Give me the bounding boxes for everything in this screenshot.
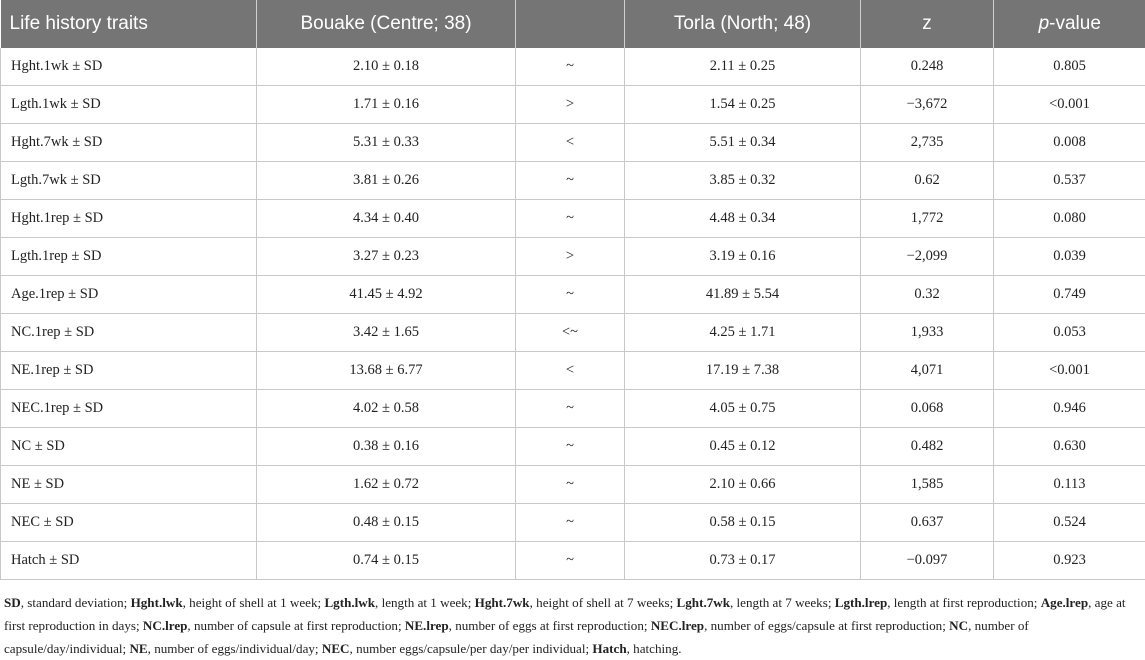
comparison-cell: ~ [516,162,625,200]
torla-cell: 0.45 ± 0.12 [625,428,861,466]
footnote-definition: , length at 7 weeks; [730,595,835,610]
footnote-definition: , standard deviation; [21,595,131,610]
p-value-cell: 0.113 [994,466,1145,504]
bouake-cell: 0.38 ± 0.16 [257,428,516,466]
trait-cell: Lgth.1wk ± SD [1,86,257,124]
footnote-term: NC.lrep [143,618,188,633]
bouake-cell: 13.68 ± 6.77 [257,352,516,390]
footnote-term: Age.lrep [1041,595,1088,610]
p-value-cell: 0.008 [994,124,1145,162]
header-traits: Life history traits [1,0,257,48]
comparison-cell: > [516,86,625,124]
footnote-term: Lgth.lwk [324,595,375,610]
comparison-cell: < [516,352,625,390]
header-torla: Torla (North; 48) [625,0,861,48]
z-cell: 0.32 [861,276,994,314]
footnote-term: Hatch [592,641,626,656]
z-cell: 4,071 [861,352,994,390]
bouake-cell: 2.10 ± 0.18 [257,48,516,86]
table-row [1,504,1145,542]
trait-cell: NEC ± SD [1,504,257,542]
bouake-cell: 1.71 ± 0.16 [257,86,516,124]
footnote-term: Lgth.lrep [835,595,888,610]
p-value-cell: 0.805 [994,48,1145,86]
comparison-cell: ~ [516,428,625,466]
trait-cell: Lgth.1rep ± SD [1,238,257,276]
z-cell: 1,933 [861,314,994,352]
footnote-definition: , number of eggs/individual/day; [148,641,322,656]
z-cell: 0.62 [861,162,994,200]
footnote-term: NE.lrep [405,618,449,633]
table-row [1,314,1145,352]
torla-cell: 4.48 ± 0.34 [625,200,861,238]
trait-cell: NE.1rep ± SD [1,352,257,390]
footnote-definition: , number eggs/capsule/per day/per individual; [350,641,593,656]
torla-cell: 17.19 ± 7.38 [625,352,861,390]
torla-cell: 0.58 ± 0.15 [625,504,861,542]
torla-cell: 0.73 ± 0.17 [625,542,861,580]
table-row [1,124,1145,162]
table-row [1,48,1145,86]
p-value-cell: <0.001 [994,352,1145,390]
p-value-cell: 0.630 [994,428,1145,466]
footnote-term: NEC [322,641,350,656]
p-value-cell: 0.923 [994,542,1145,580]
footnote-term: Lght.7wk [677,595,730,610]
torla-cell: 3.85 ± 0.32 [625,162,861,200]
z-cell: 0.637 [861,504,994,542]
torla-cell: 41.89 ± 5.54 [625,276,861,314]
footnote-term: Hght.7wk [475,595,530,610]
footnote-term: SD [4,595,21,610]
table-row [1,352,1145,390]
torla-cell: 2.11 ± 0.25 [625,48,861,86]
footnote-term: NE [129,641,147,656]
table-row [1,238,1145,276]
table-header-row [1,0,1145,48]
z-cell: −3,672 [861,86,994,124]
p-value-cell: 0.524 [994,504,1145,542]
footnote-definition: , length at first reproduction; [887,595,1040,610]
comparison-cell: ~ [516,542,625,580]
trait-cell: Hatch ± SD [1,542,257,580]
bouake-cell: 4.34 ± 0.40 [257,200,516,238]
table-row [1,466,1145,504]
z-cell: 0.068 [861,390,994,428]
z-cell: −2,099 [861,238,994,276]
comparison-cell: ~ [516,276,625,314]
p-value-cell: 0.749 [994,276,1145,314]
z-cell: 2,735 [861,124,994,162]
table-body [1,48,1145,580]
table-row [1,86,1145,124]
table-row [1,390,1145,428]
footnote-definition: , number of capsule/day/individual; [4,618,1029,656]
trait-cell: NC.1rep ± SD [1,314,257,352]
bouake-cell: 0.74 ± 0.15 [257,542,516,580]
comparison-cell: ~ [516,466,625,504]
footnote-definition: , height of shell at 7 weeks; [530,595,677,610]
bouake-cell: 4.02 ± 0.58 [257,390,516,428]
footnote-definition: , hatching. [627,641,682,656]
comparison-cell: ~ [516,200,625,238]
header-comparison [516,0,625,48]
z-cell: 1,585 [861,466,994,504]
comparison-cell: > [516,238,625,276]
z-cell: 0.248 [861,48,994,86]
torla-cell: 4.25 ± 1.71 [625,314,861,352]
trait-cell: Age.1rep ± SD [1,276,257,314]
p-value-cell: 0.039 [994,238,1145,276]
table-row [1,542,1145,580]
footnote-term: NEC.lrep [651,618,704,633]
header-p-italic: p [1039,13,1050,34]
bouake-cell: 0.48 ± 0.15 [257,504,516,542]
p-value-cell: 0.053 [994,314,1145,352]
trait-cell: NEC.1rep ± SD [1,390,257,428]
footnote-definition: , number of eggs/capsule at first reproduction; [704,618,949,633]
footnote-term: NC [949,618,968,633]
torla-cell: 4.05 ± 0.75 [625,390,861,428]
comparison-cell: ~ [516,390,625,428]
p-value-cell: 0.946 [994,390,1145,428]
comparison-cell: ~ [516,504,625,542]
torla-cell: 3.19 ± 0.16 [625,238,861,276]
bouake-cell: 3.81 ± 0.26 [257,162,516,200]
bouake-cell: 3.42 ± 1.65 [257,314,516,352]
torla-cell: 2.10 ± 0.66 [625,466,861,504]
header-bouake: Bouake (Centre; 38) [257,0,516,48]
comparison-cell: < [516,124,625,162]
bouake-cell: 5.31 ± 0.33 [257,124,516,162]
footnote-definition: , height of shell at 1 week; [183,595,325,610]
trait-cell: Hght.7wk ± SD [1,124,257,162]
header-p-rest: -value [1049,13,1101,34]
p-value-cell: 0.080 [994,200,1145,238]
table-row [1,162,1145,200]
p-value-cell: <0.001 [994,86,1145,124]
trait-cell: Hght.1rep ± SD [1,200,257,238]
bouake-cell: 41.45 ± 4.92 [257,276,516,314]
trait-cell: Hght.1wk ± SD [1,48,257,86]
z-cell: 0.482 [861,428,994,466]
header-z: z [861,0,994,48]
bouake-cell: 3.27 ± 0.23 [257,238,516,276]
table-row [1,200,1145,238]
z-cell: 1,772 [861,200,994,238]
torla-cell: 1.54 ± 0.25 [625,86,861,124]
table-row [1,276,1145,314]
comparison-cell: <~ [516,314,625,352]
header-p-value [994,0,1145,48]
torla-cell: 5.51 ± 0.34 [625,124,861,162]
trait-cell: NE ± SD [1,466,257,504]
bouake-cell: 1.62 ± 0.72 [257,466,516,504]
footnote-definition: , length at 1 week; [375,595,475,610]
z-cell: −0.097 [861,542,994,580]
comparison-cell: ~ [516,48,625,86]
trait-cell: NC ± SD [1,428,257,466]
table-row [1,428,1145,466]
table-footnote [0,580,1145,660]
footnote-term: Hght.lwk [131,595,183,610]
footnote-definition: , number of capsule at first reproduction; [187,618,404,633]
footnote-definition: , number of eggs at first reproduction; [449,618,651,633]
trait-cell: Lgth.7wk ± SD [1,162,257,200]
footnote-definition: , age at first reproduction in days; [4,595,1126,633]
p-value-cell: 0.537 [994,162,1145,200]
